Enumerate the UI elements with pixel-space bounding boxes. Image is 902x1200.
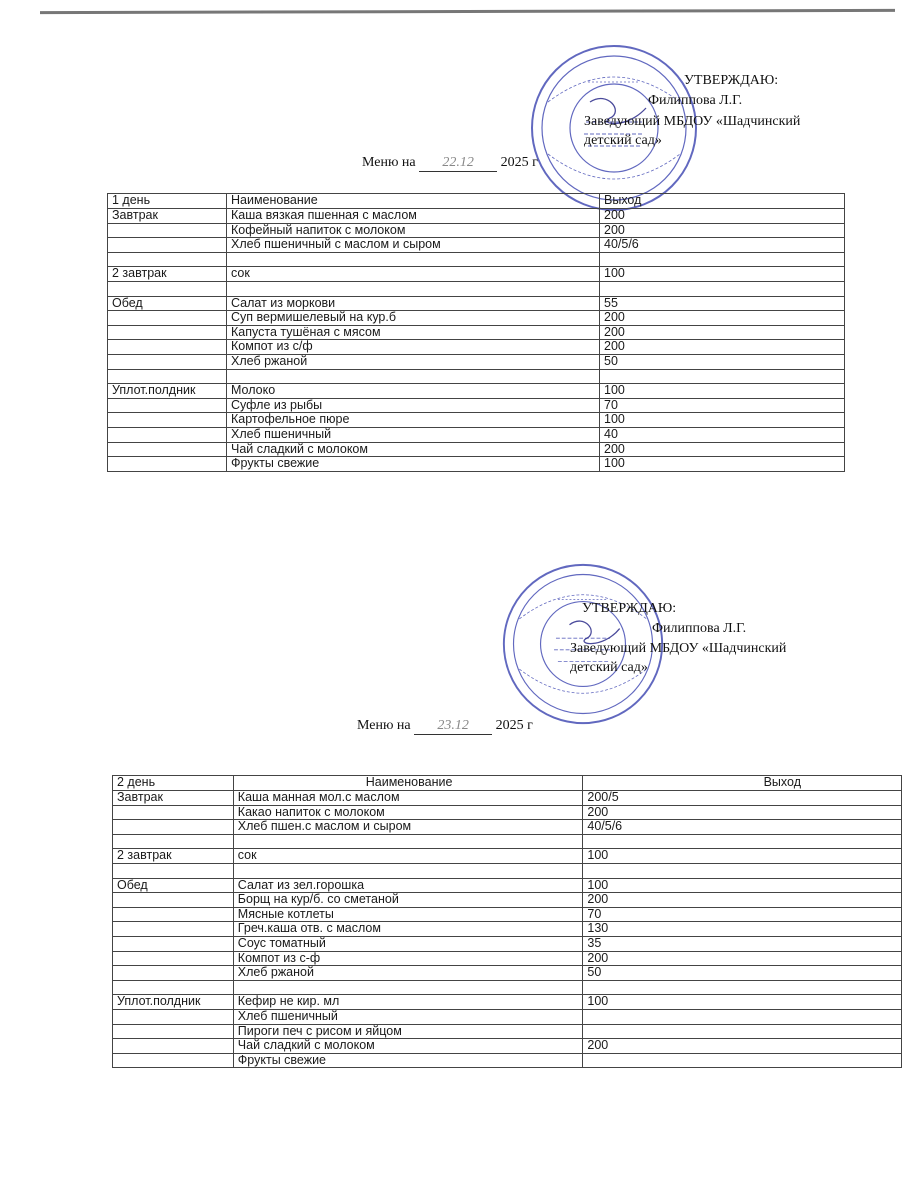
dish-cell: [233, 980, 583, 995]
table-row: [113, 1053, 902, 1068]
table-row: [108, 281, 845, 296]
dish-cell: Греч.каша отв. с маслом: [233, 922, 583, 937]
meal-cell: Завтрак: [108, 209, 227, 224]
table-row: [108, 267, 845, 282]
table-row: [108, 296, 845, 311]
dish-cell: Каша манная мол.с маслом: [233, 791, 583, 806]
menu-table-1: [107, 193, 845, 472]
table-row: [113, 820, 902, 835]
yield-cell: 70: [583, 907, 902, 922]
meal-cell: [113, 1053, 234, 1068]
yield-cell: 35: [583, 936, 902, 951]
dish-cell: Кофейный напиток с молоком: [227, 223, 600, 238]
table-row: [113, 995, 902, 1010]
yield-cell: 50: [583, 966, 902, 981]
yield-cell: [583, 1009, 902, 1024]
meal-cell: Обед: [108, 296, 227, 311]
table-row: [113, 1039, 902, 1054]
meal-cell: [108, 325, 227, 340]
yield-cell: [583, 1024, 902, 1039]
table-row: [113, 1024, 902, 1039]
table-row: [113, 893, 902, 908]
meal-cell: [113, 1009, 234, 1024]
meal-cell: [108, 281, 227, 296]
meal-cell: [113, 893, 234, 908]
dish-cell: Фрукты свежие: [227, 457, 600, 472]
meal-cell: [113, 980, 234, 995]
table-row: [108, 398, 845, 413]
dish-cell: Каша вязкая пшенная с маслом: [227, 209, 600, 224]
meal-cell: [108, 311, 227, 326]
meal-cell: [108, 340, 227, 355]
table-row: [113, 936, 902, 951]
dish-cell: [227, 369, 600, 384]
table-row: [108, 384, 845, 399]
header-yield: Выход: [583, 776, 902, 791]
menu-title-suffix: 2025 г: [500, 155, 538, 170]
dish-cell: Суп вермишелевый на кур.б: [227, 311, 600, 326]
approver-organization: детский сад»: [584, 133, 662, 148]
table-row: [108, 369, 845, 384]
meal-cell: [108, 238, 227, 253]
menu-title-prefix: Меню на: [362, 155, 416, 170]
approver-position: Заведующий МБДОУ «Шадчинский: [584, 114, 801, 129]
menu-title-prefix: Меню на: [357, 718, 411, 733]
table-row: [108, 354, 845, 369]
table-row: [108, 442, 845, 457]
approver-name: Филиппова Л.Г.: [652, 621, 747, 636]
yield-cell: 200: [583, 893, 902, 908]
dish-cell: Борщ на кур/б. со сметаной: [233, 893, 583, 908]
yield-cell: 70: [600, 398, 845, 413]
dish-cell: Соус томатный: [233, 936, 583, 951]
yield-cell: 100: [583, 995, 902, 1010]
yield-cell: [583, 1053, 902, 1068]
yield-cell: 100: [600, 384, 845, 399]
dish-cell: Картофельное пюре: [227, 413, 600, 428]
table-row: [108, 340, 845, 355]
yield-cell: 200: [600, 311, 845, 326]
yield-cell: 55: [600, 296, 845, 311]
yield-cell: 200: [600, 209, 845, 224]
yield-cell: 130: [583, 922, 902, 937]
approver-position: Заведующий МБДОУ «Шадчинский: [570, 641, 787, 656]
meal-cell: [113, 805, 234, 820]
yield-cell: 200/5: [583, 791, 902, 806]
meal-cell: [113, 1039, 234, 1054]
table-row: [113, 966, 902, 981]
table-row: [108, 311, 845, 326]
header-name: Наименование: [227, 194, 600, 209]
yield-cell: [583, 834, 902, 849]
dish-cell: сок: [227, 267, 600, 282]
yield-cell: 200: [583, 805, 902, 820]
meal-cell: [113, 1024, 234, 1039]
yield-cell: 100: [600, 413, 845, 428]
meal-cell: [108, 252, 227, 267]
menu-date: 23.12: [414, 718, 492, 735]
meal-cell: [113, 863, 234, 878]
yield-cell: [600, 281, 845, 296]
meal-cell: [113, 936, 234, 951]
meal-cell: [113, 907, 234, 922]
table-row: [113, 907, 902, 922]
scan-top-edge: [40, 9, 895, 14]
meal-cell: Завтрак: [113, 791, 234, 806]
yield-cell: 200: [600, 442, 845, 457]
dish-cell: Компот из с-ф: [233, 951, 583, 966]
table-row: [113, 791, 902, 806]
table-row: [113, 878, 902, 893]
dish-cell: Молоко: [227, 384, 600, 399]
meal-cell: [113, 834, 234, 849]
menu-title-1: [362, 155, 538, 172]
table-row: [113, 849, 902, 864]
dish-cell: Компот из с/ф: [227, 340, 600, 355]
dish-cell: Хлеб пшен.с маслом и сыром: [233, 820, 583, 835]
yield-cell: [583, 863, 902, 878]
table-header-row: [113, 776, 902, 791]
table-row: [113, 805, 902, 820]
yield-cell: 200: [583, 1039, 902, 1054]
meal-cell: Уплот.полдник: [113, 995, 234, 1010]
meal-cell: Обед: [113, 878, 234, 893]
dish-cell: Пироги печ с рисом и яйцом: [233, 1024, 583, 1039]
table-row: [108, 457, 845, 472]
table-row: [113, 1009, 902, 1024]
dish-cell: Кефир не кир. мл: [233, 995, 583, 1010]
table-row: [108, 413, 845, 428]
table-row: [108, 223, 845, 238]
menu-table-2: [112, 775, 902, 1068]
meal-cell: [113, 951, 234, 966]
table-row: [113, 922, 902, 937]
meal-cell: [108, 413, 227, 428]
yield-cell: 200: [600, 340, 845, 355]
table-header-row: [108, 194, 845, 209]
approver-name: Филиппова Л.Г.: [648, 93, 743, 108]
table-row: [108, 238, 845, 253]
yield-cell: [600, 252, 845, 267]
yield-cell: 40/5/6: [600, 238, 845, 253]
meal-cell: [113, 820, 234, 835]
dish-cell: Чай сладкий с молоком: [233, 1039, 583, 1054]
table-row: [113, 863, 902, 878]
meal-cell: 2 завтрак: [113, 849, 234, 864]
yield-cell: 50: [600, 354, 845, 369]
menu-title-2: [357, 718, 533, 735]
table-row: [108, 209, 845, 224]
table-row: [108, 427, 845, 442]
dish-cell: Салат из зел.горошка: [233, 878, 583, 893]
table-row: [113, 951, 902, 966]
meal-cell: [113, 922, 234, 937]
meal-cell: [108, 457, 227, 472]
menu-date: 22.12: [419, 155, 497, 172]
meal-cell: [113, 966, 234, 981]
table-row: [113, 980, 902, 995]
dish-cell: Хлеб ржаной: [227, 354, 600, 369]
yield-cell: 100: [583, 849, 902, 864]
dish-cell: Хлеб пшеничный с маслом и сыром: [227, 238, 600, 253]
dish-cell: Хлеб ржаной: [233, 966, 583, 981]
yield-cell: [600, 369, 845, 384]
header-day: 1 день: [108, 194, 227, 209]
dish-cell: Хлеб пшеничный: [227, 427, 600, 442]
dish-cell: Чай сладкий с молоком: [227, 442, 600, 457]
meal-cell: [108, 398, 227, 413]
dish-cell: [233, 834, 583, 849]
dish-cell: Суфле из рыбы: [227, 398, 600, 413]
yield-cell: 100: [600, 267, 845, 282]
header-yield: Выход: [600, 194, 845, 209]
meal-cell: 2 завтрак: [108, 267, 227, 282]
approval-block-1: [560, 72, 860, 152]
yield-cell: 200: [600, 223, 845, 238]
yield-cell: [583, 980, 902, 995]
dish-cell: сок: [233, 849, 583, 864]
table-row: [108, 252, 845, 267]
approver-organization: детский сад»: [570, 660, 648, 675]
meal-cell: [108, 427, 227, 442]
yield-cell: 200: [583, 951, 902, 966]
yield-cell: 200: [600, 325, 845, 340]
header-name: Наименование: [233, 776, 583, 791]
menu-title-suffix: 2025 г: [495, 718, 533, 733]
dish-cell: [233, 863, 583, 878]
yield-cell: 40/5/6: [583, 820, 902, 835]
meal-cell: [108, 442, 227, 457]
dish-cell: Хлеб пшеничный: [233, 1009, 583, 1024]
table-row: [108, 325, 845, 340]
dish-cell: [227, 252, 600, 267]
dish-cell: Мясные котлеты: [233, 907, 583, 922]
meal-cell: [108, 223, 227, 238]
approval-heading: УТВЕРЖДАЮ:: [582, 601, 677, 616]
approval-heading: УТВЕРЖДАЮ:: [684, 73, 779, 88]
dish-cell: Салат из моркови: [227, 296, 600, 311]
yield-cell: 100: [600, 457, 845, 472]
yield-cell: 40: [600, 427, 845, 442]
meal-cell: Уплот.полдник: [108, 384, 227, 399]
meal-cell: [108, 354, 227, 369]
header-day: 2 день: [113, 776, 234, 791]
yield-cell: 100: [583, 878, 902, 893]
meal-cell: [108, 369, 227, 384]
table-row: [113, 834, 902, 849]
dish-cell: [227, 281, 600, 296]
dish-cell: Фрукты свежие: [233, 1053, 583, 1068]
approval-block-2: [560, 600, 860, 680]
dish-cell: Капуста тушёная с мясом: [227, 325, 600, 340]
dish-cell: Какао напиток с молоком: [233, 805, 583, 820]
